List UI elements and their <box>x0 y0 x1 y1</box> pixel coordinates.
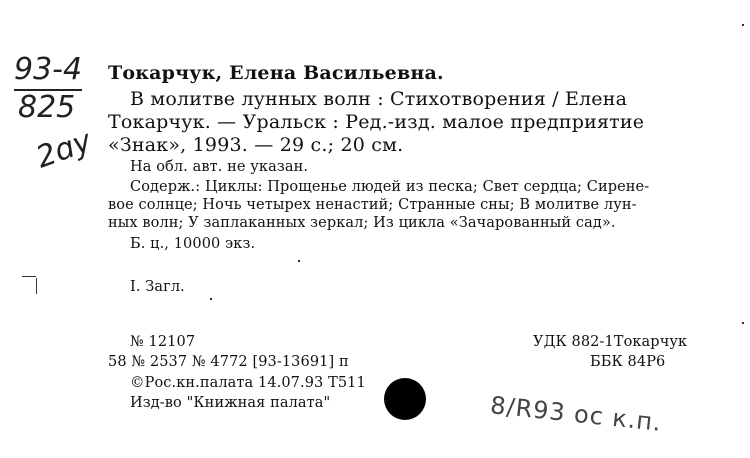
tracing-line: I. Загл. <box>130 279 185 295</box>
handwritten-shelfmark-top: 93-4 <box>14 52 82 91</box>
note-line: На обл. авт. не указан. <box>130 159 309 175</box>
author-heading: Токарчук, Елена Васильевна. <box>108 62 444 84</box>
bbk-code: ББК 84Р6 <box>590 354 666 370</box>
contents-line-1: Содерж.: Циклы: Прощенье людей из песка; Свет сердца; Сирене- <box>130 179 650 195</box>
speck <box>742 322 744 324</box>
footer-line-4: Изд-во "Книжная палата" <box>130 395 331 411</box>
title-line-2: Токарчук. — Уральск : Ред.-изд. малое предприятие <box>108 111 645 133</box>
contents-line-3: ных волн; У заплаканных зеркал; Из цикла «Зачарованный сад». <box>108 215 616 231</box>
handwritten-shelfmark-bottom: 825 <box>18 90 76 125</box>
price-run-line: Б. ц., 10000 экз. <box>130 236 256 252</box>
footer-line-3: ©Рос.кн.палата 14.07.93 Т511 <box>130 375 366 391</box>
handwritten-side-note: 2ɑy <box>31 123 97 176</box>
speck <box>742 24 744 26</box>
speck <box>36 278 37 294</box>
udk-code: УДК 882-1Токарчук <box>533 334 688 350</box>
footer-line-2: 58 № 2537 № 4772 [93-13691] п <box>108 354 349 370</box>
speck <box>210 298 212 300</box>
title-line-3: «Знак», 1993. — 29 с.; 20 см. <box>108 134 404 156</box>
title-line-1: В молитве лунных волн : Стихотворения / Елена <box>130 88 628 110</box>
speck <box>298 260 300 262</box>
card-number: № 12107 <box>130 334 196 350</box>
contents-line-2: вое солнце; Ночь четырех ненастий; Странные сны; В молитве лун- <box>108 197 637 213</box>
speck <box>22 276 36 277</box>
handwritten-stamp: 8/R93 ос к.п. <box>489 391 664 437</box>
ink-blot <box>384 378 426 420</box>
